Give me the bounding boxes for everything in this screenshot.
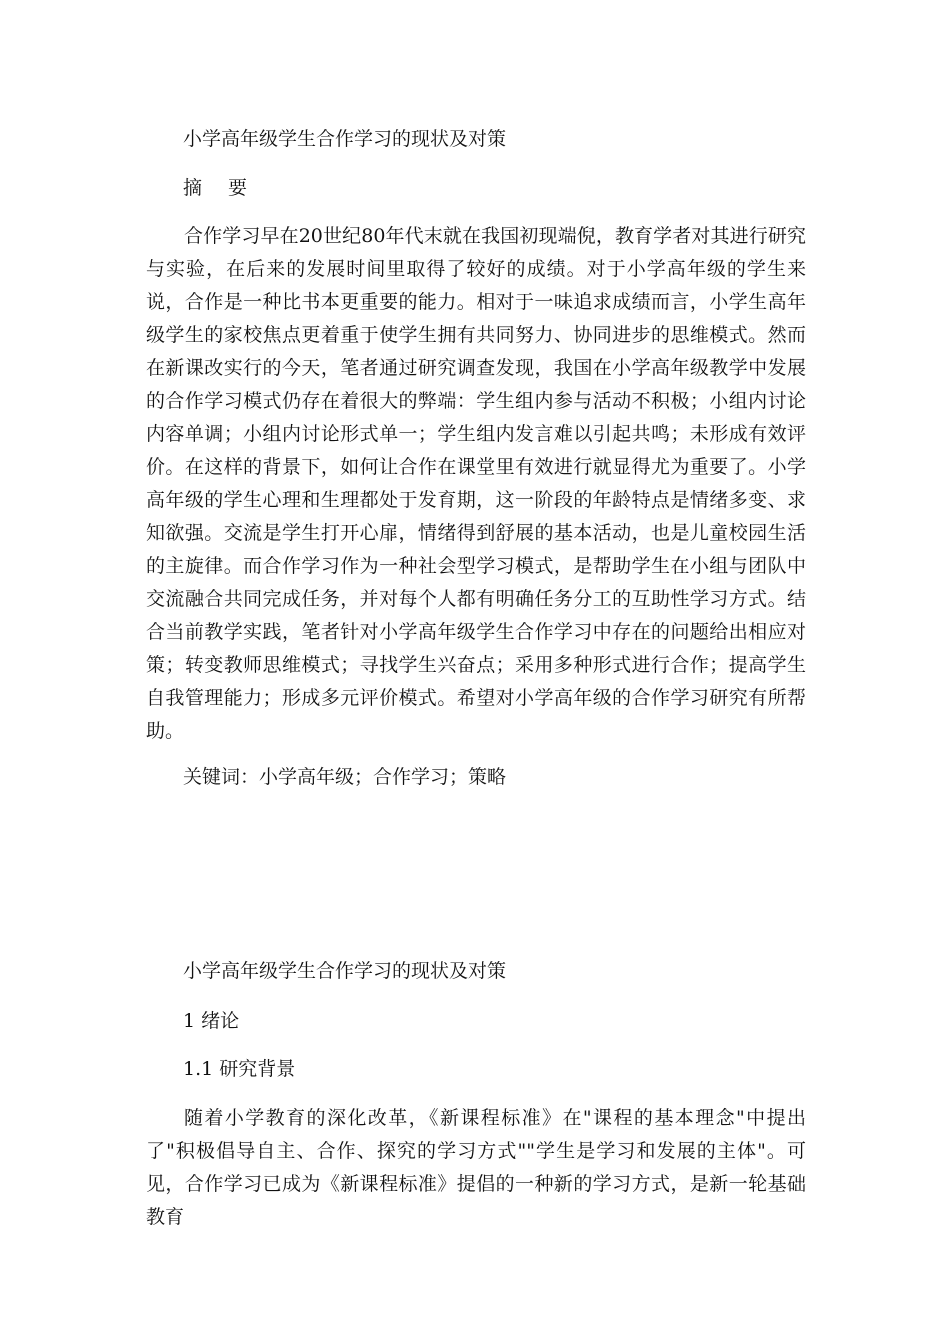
chapter-heading: 1 绪论 [183, 1010, 240, 1032]
abstract-heading: 摘 要 [183, 177, 258, 199]
section-paragraph: 随着小学教育的深化改革，《新课程标准》在"课程的基本理念"中提出了"积极倡导自主、合作、探究的学习方式""学生是学习和发展的主体"。可见，合作学习已成为《新课程标准》提倡的一种新的学习方式，是新一轮基础教育 [146, 1107, 806, 1228]
keywords-line: 关键词：小学高年级；合作学习；策略 [183, 766, 507, 788]
section-heading: 1.1 研究背景 [183, 1058, 296, 1080]
abstract-paragraph: 合作学习早在20世纪80年代末就在我国初现端倪，教育学者对其进行研究与实验，在后来的发展时间里取得了较好的成绩。对于小学高年级的学生来说，合作是一种比书本更重要的能力。相对于一味追求成绩而言，小学生高年级学生的家校焦点更着重于使学生拥有共同努力、协同进步的思维模式。然而在新课改实行的今天，笔者通过研究调查发现，我国在小学高年级教学中发展的合作学习模式仍存在着很大的弊端：学生组内参与活动不积极；小组内讨论内容单调；小组内讨论形式单一；学生组内发言难以引起共鸣；未形成有效评价。在这样的背景下，如何让合作在课堂里有效进行就显得尤为重要了。小学高年级的学生心理和生理都处于发育期，这一阶段的年龄特点是情绪多变、求知欲强。交流是学生打开心扉，情绪得到舒展的基本活动，也是儿童校园生活的主旋律。而合作学习作为一种社会型学习模式，是帮助学生在小组与团队中交流融合共同完成任务，并对每个人都有明确任务分工的互助性学习方式。结合当前教学实践，笔者针对小学高年级学生合作学习中存在的问题给出相应对策；转变教师思维模式；寻找学生兴奋点；采用多种形式进行合作；提高学生自我管理能力；形成多元评价模式。希望对小学高年级的合作学习研究有所帮助。 [146, 225, 806, 742]
document-title: 小学高年级学生合作学习的现状及对策 [183, 128, 507, 150]
document-title-repeat: 小学高年级学生合作学习的现状及对策 [183, 960, 507, 982]
